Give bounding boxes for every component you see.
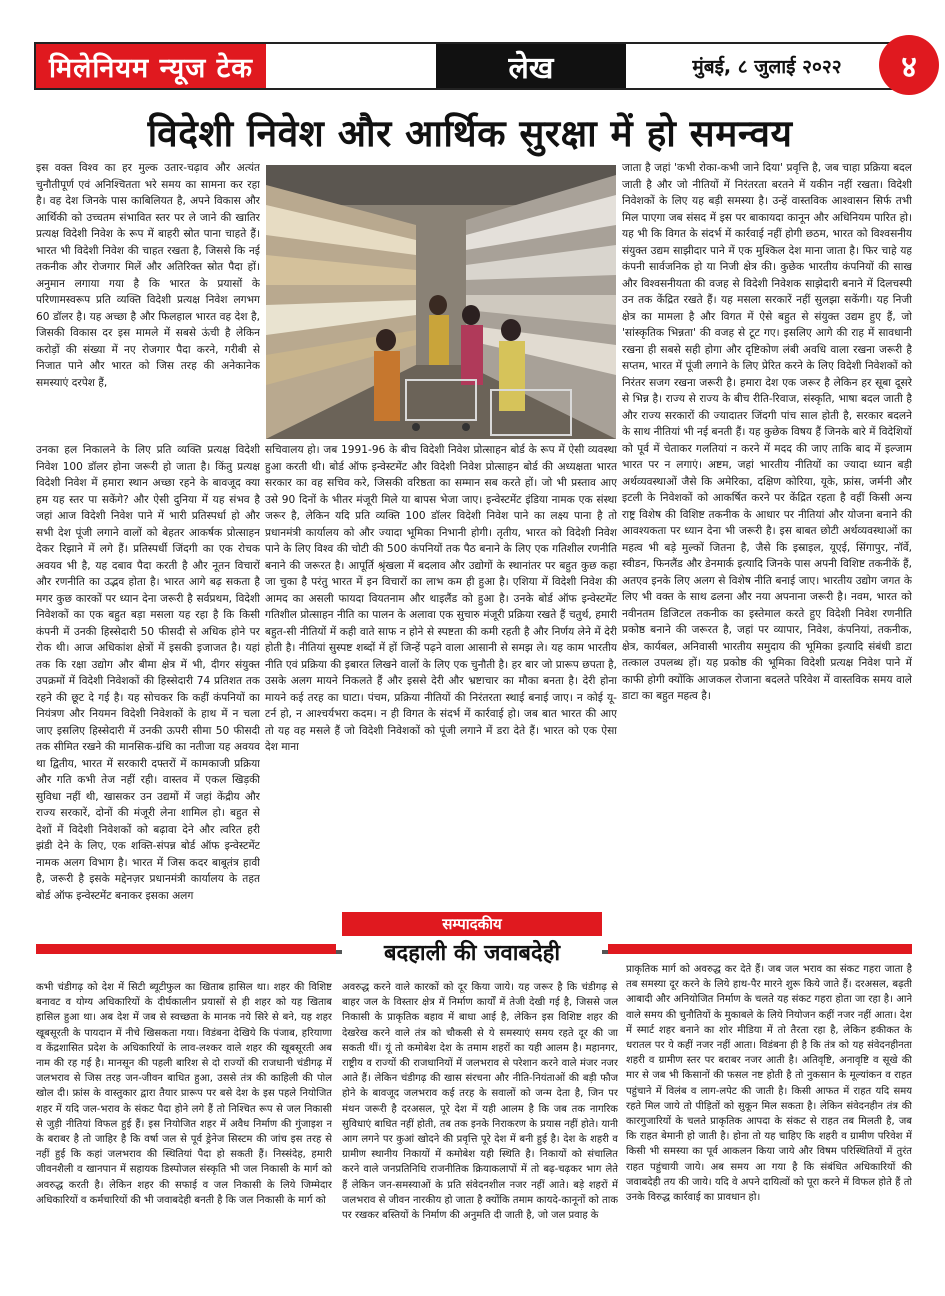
article-text: सचिवालय हो। जब 1991-96 के बीच विदेशी निवेश प्रोत्साहन बोर्ड के रूप में ऐसी व्यवस्था हुआ करती थी। बोर्ड ऑफ इन्वेस्टमेंट और विदेशी निवेश प्रोत्साहन बोर्ड की अध्यक्षता भारत सरकार का वह सचिव करे, जिसकी वरिष्ठता का सम्मान सब करते हों। जो भी प्रस्ताव आए उसे 90 दिनों के भीतर मंजूरी मिले या बापस भेजा जाए। इन्वेस्टमेंट इंडिया नामक एक संस्था जरूर है, लेकिन यदि प्रति व्यक्ति 100 डॉलर विदेशी निवेश पाने का लक्ष्य पाना है तो प्रधानमंत्री कार्यालय को और ज्यादा भूमिका निभानी होगी। तृतीय, भारत को विदेशी निवेश पाने के लिए विश्व की चोटी की 500 कंपनियों तक पैठ बनाने के लिए एक गतिशील रणनीति बनाने की जरूरत है। आपूर्ति श्रृंखला में बदलाव और उद्योगों के स्थानांतर पर बहुत कुछ कहा जा चुका है परंतु भारत में इन विचारों का लाभ कम ही हुआ है। एशिया में विदेशी निवेश की आमद का असली फायदा वियतनाम और थाइलैंड को हुआ है। उनके बोर्ड ऑफ इन्वेस्टमेंट गतिशील प्रोत्साहन नीति का पालन के अलावा एक सुचारु मंजूरी प्रक्रिया रखते हैं चतुर्थ, हमारी बहुत-सी नीतियों में कही वाते साफ न होने से स्पष्टता की कमी रहती है और निर्णय लेने में देरी होती है। नीतियां सुस्पष्ट शब्दों में हों जिन्हें पढ़ने वाला आसानी से समझ ले। यह काम भारतीय नीति एवं प्रक्रिया की इबारत लिखने वालों के लिए एक चुनौती है। हर बार जो प्रारूप छपता है, उसके अलग मायने निकलते हैं और इससे देरी और भ्रष्टाचार का मौका बनता है। देरी होना मायने कई तरह का घाटा। पंचम, प्रक्रिया नीतियों की निरंतरता स्थाई बनाई जाए। न कोई यू-टर्न हो, न आश्चर्यभरा कदम। न ही विगत के संदर्भ में कार्रवाई हो। जब बात भारत की आए तो यह वह मसले हैं जो विदेशी निवेशकों को पूंजी लगाने में डरा देते हैं। भारत को एक ऐसा देश माना	[265, 444, 617, 753]
editorial-title: बदहाली की जवाबदेही	[342, 937, 602, 967]
article-text: जाता है जहां 'कभी रोका-कभी जाने दिया' प्रवृत्ति है, जब चाहा प्रक्रिया बदल जाती है और जो नीतियों में निरंतरता बरतने में यकीन नहीं रखता। विदेशी निवेशकों के लिए यह बड़ी समस्या है। उन्हें वास्तविक आश्वासन सिर्फ तभी मिल पाएगा जब संसद में इस पर बाकायदा कानून और अधिनियम पारित हो। यह भी कि विगत के संदर्भ में कार्रवाई नहीं होगी छठम, भारत को विश्वसनीय संयुक्त उद्यम साझीदार पाने में एक मुश्किल देश माना जाता है। फिर चाहे यह कंपनी सार्वजनिक हो या निजी क्षेत्र की। कुछेक भारतीय कंपनियों की साख और विश्वसनीयता की वजह से विदेशी निवेशक साझेदारी बनाने में दिलचस्पी उन तक केंद्रित रखते हैं। यह मसला सरकारें नहीं सुलझा सकेंगी। यह निजी क्षेत्र का मामला है और विगत में ऐसे बहुत से संयुक्त उद्यम हुए हैं, जो 'सांस्कृतिक भिन्नता' की वजह से टूट गए। इसलिए आगे की राह में सावधानी रखना ही सबसे सही होगा और दृष्टिकोण लंबी अवधि वाला रखना जरूरी है सप्तम, भारत में पूंजी लगाने के लिए प्रेरित करने के लिए विदेशी निवेशकों को निरंतर सजग रखना जरूरी है। हमारा देश एक जरूर है लेकिन हर सूबा दूसरे से भिन्न है। राज्य से राज्य के बीच रीति-रिवाज, संस्कृति, भाषा बदल जाती है और राज्य सरकारों की ज्यादातर जिंदगी पांच साल होती है, सरकार बदलने के साथ नीतियां भी नई बनती हैं। यह कुछेक विषय हैं जिनके बारे में विदेशियों को पूर्व में चेताकर गलतियां न करने में मदद की जाए ताकि बाद में इल्जाम भारत पर न लगाएं। अष्टम, जहां भारतीय नीतियों का ज्यादा ध्यान बड़ी अर्थव्यवस्थाओं जैसे कि अमेरिका, दक्षिण कोरिया, यूके, फ्रांस, जर्मनी और इटली के निवेशकों को आकर्षित करने पर केंद्रित रहता है वहीं किसी अन्य राष्ट्र विशेष की विशिष्ट तकनीक के आधार पर नीतियां और योजना बनाने की आवश्यकता पर ध्यान देना भी जरूरी है। इस बाबत छोटी अर्थव्यवस्थाओं का महत्व भी बड़े मुल्कों जितना है, जैसे कि इस्राइल, यूएई, सिंगापुर, नॉर्वे, स्वीडन, फिनलैंड और डेनमार्क इत्यादि जिनके पास अपनी विशिष्ट तकनीकें हैं, अतएव इनके लिए अलग से विशेष नीति बनाई जाए। भारतीय उद्योग जगत के लिए भी वक्त के साथ ढलना और नया अपनाना जरूरी है। नवम, भारत को नवीनतम डिजिटल तकनीक का इस्तेमाल करते हुए विदेशी निवेश रणनीति प्रकोष्ठ बनाने की जरूरत है, जहां पर व्यापार, निवेश, कंपनियां, तकनीक, क्षेत्र, कार्यबल, अनिवासी भारतीय समुदाय की भूमिका इत्यादि संबंधी डाटा तत्काल उपलब्ध हों। यह प्रकोष्ठ की भूमिका विदेशी प्रत्यक्ष निवेश पाने में काफी होगी क्योंकि आजकल रोजाना बदलते परिवेश में वास्तविक समय वाले डाटा का बहुत महत्व है।	[622, 162, 912, 702]
editorial-divider-left	[36, 944, 336, 954]
article-column-1-continued	[36, 442, 260, 912]
article-column-2	[265, 442, 617, 912]
editorial-divider-right	[608, 944, 912, 954]
article-headline: विदेशी निवेश और आर्थिक सुरक्षा में हो समन्वय	[147, 112, 793, 155]
editorial-label: सम्पादकीय	[342, 912, 602, 936]
editorial-text: कभी चंडीगढ़ को देश में सिटी ब्यूटीफुल का खिताब हासिल था। शहर की विशिष्ट बनावट व योग्य अधिकारियों के दीर्घकालीन प्रयासों से ही शहर को यह खिताब हासिल हुआ था। अब देश में जब से स्वच्छता के मानक नये सिरे से बने, यह शहर खूबसूरती के पायदान में नीचे खिसकता गया। विडंबना देखिये कि पंजाब, हरियाणा व केंद्रशासित प्रदेश के अधिकारियों के लाव-लश्कर वाले शहर की खूबसूरती अब नाम की रह गई है। मानसून की पहली बारिश से दो राज्यों की राजधानी चंडीगढ़ में जलभराव से जिस तरह जन-जीवन बाधित हुआ, उससे तंत्र की काहिली की पोल खोल दी। फ्रांस के वास्तुकार द्वारा तैयार प्रारूप पर बसे देश के इस पहले नियोजित शहर में यदि जल-भराव के संकट पैदा होने लगे हैं तो निश्चित रूप से जल निकासी से जुड़ी नीतियां विफल हुई हैं। इस नियोजित शहर में अवैध निर्माण की गुंजाइश न के बराबर है तो जाहिर है कि वर्षा जल से पूर्व ड्रेनेज सिस्टम की जांच इस तरह से नहीं हुई कि कहां जलभराव की स्थितियां पैदा हो सकती हैं। निस्संदेह, हमारी जीवनशैली व खानपान में सहायक डिस्पोजल संस्कृति भी जल निकासी के मार्ग को अवरुद्ध करती है। लेकिन शहर की सफाई व जल निकासी के लिये जिम्मेदार अधिकारियों व कर्मचारियों की भी जवाबदेही बनती है कि जल निकासी के मार्ग को	[36, 982, 332, 1206]
masthead	[34, 42, 910, 90]
page-number-badge: ४	[879, 35, 939, 95]
supermarket-photo-illustration	[266, 165, 616, 439]
editorial-column-2	[342, 980, 618, 1280]
editorial-column-3	[626, 962, 912, 1280]
editorial-column-1	[36, 980, 332, 1280]
article-column-3	[622, 160, 912, 900]
article-text: इस वक्त विश्व का हर मुल्क उतार-चढ़ाव और अत्यंत चुनौतीपूर्ण एवं अनिश्चितता भरे समय का सामना कर रहा है। वह देश जिनके पास काबिलियत है, अपने विकास और आर्थिकी को उच्चतम संभावित स्तर पर ले जाने की खातिर प्रत्यक्ष विदेशी निवेश के रूप में बाहरी स्रोत पाना चाहते हैं। भारत भी विदेशी निवेश की चाहत रखता है, जिससे कि नई तकनीक और रोजगार मिलें और अतिरिक्त स्रोत पैदा हों। अनुमान लगाया गया है कि भारत के प्रयासों के परिणामस्वरूप प्रति व्यक्ति विदेशी प्रत्यक्ष निवेश लगभग 60 डॉलर है। यह अच्छा है और फिलहाल भारत वह देश है, जिसकी विकास दर इस मामले में सबसे ऊंची है लेकिन करोड़ों की संख्या में नए रोजगार पैदा करने, गरीबी से निजात पाने और भारत को जिस तरह की अनेकानेक समस्याएं दरपेश हैं,	[36, 162, 260, 389]
article-photo	[266, 165, 616, 439]
section-title: लेख	[436, 44, 626, 88]
article-column-1	[36, 160, 260, 442]
article-text: उनका हल निकालने के लिए प्रति व्यक्ति प्रत्यक्ष विदेशी निवेश 100 डॉलर होना जरूरी हो जाता है। किंतु प्रत्यक्ष विदेशी निवेश में हमारा स्थान अच्छा रहने के बावजूद क्या हम यह स्तर पा सकेंगे? और ऐसी दुनिया में यह संभव है जहां आज विदेशी निवेश पाने में भारी प्रतिस्पर्धा हो और सभी देश पूंजी लगाने वालों को बेहतर आकर्षक प्रोत्साहन देकर रिझाने में लगे हैं। प्रतिस्पर्धी जिंदगी का एक रोचक अवयव भी है, यह दबाव पैदा करती है और नूतन विचारों और रणनीति का उद्भव होता है। भारत आगे बढ़ सकता है मगर कुछ कारकों पर ध्यान देना जरूरी है सर्वप्रथम, विदेशी निवेशकों का एक बहुत बड़ा मसला यह रहा है कि किसी कंपनी में उनकी हिस्सेदारी 50 फीसदी से अधिक होने पर रोक थी। आज अधिकांश क्षेत्रों में इसकी इजाजत है। यहां तक कि रक्षा उद्योग और बीमा क्षेत्र में भी, दीगर संयुक्त उपक्रमों में विदेशी निवेशकों की हिस्सेदारी 74 प्रतिशत तक रहने की छूट दे गई है। यह सोचकर कि कहीं कंपनियों का नियंत्रण और नियमन विदेशी निवेशकों के हाथ में न चला जाए इसलिए हिस्सेदारी में उनकी ऊपरी सीमा 50 फीसदी तक सीमित रखने की मानसिक-ग्रंथि का नतीजा यह अवयव था द्वितीय, भारत में सरकारी दफ्तरों में कामकाजी प्रक्रिया और गति कभी तेज नहीं रही। वास्तव में एकल खिड़की सुविधा नहीं थी, खासकर उन उद्यमों में जहां केंद्रीय और राज्य सरकारें, दोनों की मंजूरी लेना शामिल हो। बहुत से देशों में विदेशी निवेशकों को बढ़ावा देने और त्वरित हरी झंडी देने के लिए, एक शक्ति-संपन्न बोर्ड ऑफ इन्वेस्टमेंट नामक अलग विभाग है। भारत में जिस कदर बाबूतंत्र हावी है, जरूरी है इसके मद्देनज़र प्रधानमंत्री कार्यालय के तहत बोर्ड ऑफ इन्वेस्टमेंट बनाकर इसका अलग	[36, 444, 260, 902]
newspaper-brand: मिलेनियम न्यूज टेक	[36, 44, 266, 88]
editorial-text: प्राकृतिक मार्ग को अवरुद्ध कर देते हैं। जब जल भराव का संकट गहरा जाता है तब समस्या दूर करने के लिये हाथ-पैर मारने शुरू किये जाते हैं। दरअसल, बढ़ती आबादी और अनियोजित निर्माण के चलते यह संकट गहरा होता जा रहा है। आने वाले समय की चुनौतियों के मुकाबले के लिये नियोजन कहीं नजर नहीं आता। देश में स्मार्ट शहर बनाने का शोर मीडिया में तो तैरता रहा है, लेकिन हकीकत के धरातल पर ये कहीं नजर नहीं आता। विडंबना ही है कि तंत्र को यह संवेदनहीनता शहरी व ग्रामीण स्तर पर बराबर नजर आती है। अतिवृष्टि, अनावृष्टि व सूखे की मार से जब भी किसानों की फसल नष्ट होती है तो नुकसान के मूल्यांकन व राहत पहुंचाने में विलंब व लाग-लपेट की जाती है। किसी आफत में राहत यदि समय रहते मिल जाये तो पीड़ितों को सुकून मिल सकता है। लेकिन संवेदनहीन तंत्र की कारगुजारियों के चलते प्राकृतिक आपदा के संकट से राहत तब मिलती है, जब कि राहत बेमानी हो जाती है। होना तो यह चाहिए कि शहरी व ग्रामीण परिवेश में किसी भी समस्या का पूर्व आकलन किया जाये और विषम परिस्थितियों में तुरंत राहत पहुंचायी जाये। अब समय आ गया है कि संबंधित अधिकारियों की जवाबदेही तय की जाये। यदि वे अपने दायित्वों को पूरा करने में विफल होते हैं तो उनके विरुद्ध कार्रवाई का प्रावधान हो।	[626, 964, 912, 1204]
editorial-text: अवरुद्ध करने वाले कारकों को दूर किया जाये। यह जरूर है कि चंडीगढ़ से बाहर जल के विस्तार क्षेत्र में निर्माण कार्यों में तेजी देखी गई है, जिससे जल निकासी के प्राकृतिक बहाव में बाधा आई है, लेकिन इस विशिष्ट शहर की देखरेख करने वाले तंत्र को चौकसी से ये समस्याएं समय रहते दूर की जा सकती थीं। यूं तो कमोबेश देश के तमाम शहरों का यही आलम है। महानगर, राष्ट्रीय व राज्यों की राजधानियों में जलभराव से परेशान करने वाले मंजर नजर आते हैं। लेकिन चंडीगढ़ की खास संरचना और नीति-नियंताओं की बड़ी फौज होने के बावजूद जलभराव कई तरह के सवालों को जन्म देता है, जिन पर मंथन जरूरी है दरअसल, पूरे देश में यही आलम है कि जब तक नागरिक सुविधाएं बाधित नहीं होती, तब तक इनके निराकरण के प्रयास नहीं होते। यानी आग लगने पर कुआं खोदने की प्रवृत्ति पूरे देश में बनी हुई है। देश के शहरी व ग्रामीण स्थानीय निकायों में कमोबेश यही स्थिति है। निकायों को संचालित करने वाले जनप्रतिनिधि राजनीतिक क्रियाकलापों में तो बढ़-चढ़कर भाग लेते हैं लेकिन जन-समस्याओं के प्रति संवेदनशील नजर नहीं आते। बड़े शहरों में जलभराव से जीवन नारकीय हो जाता है क्योंकि तमाम कायदे-कानूनों को ताक पर रखकर बस्तियों के निर्माण की अनुमति दी जाती है, जो जल प्रवाह के	[342, 982, 618, 1222]
issue-date: मुंबई, ८ जुलाई २०२२	[692, 56, 842, 78]
